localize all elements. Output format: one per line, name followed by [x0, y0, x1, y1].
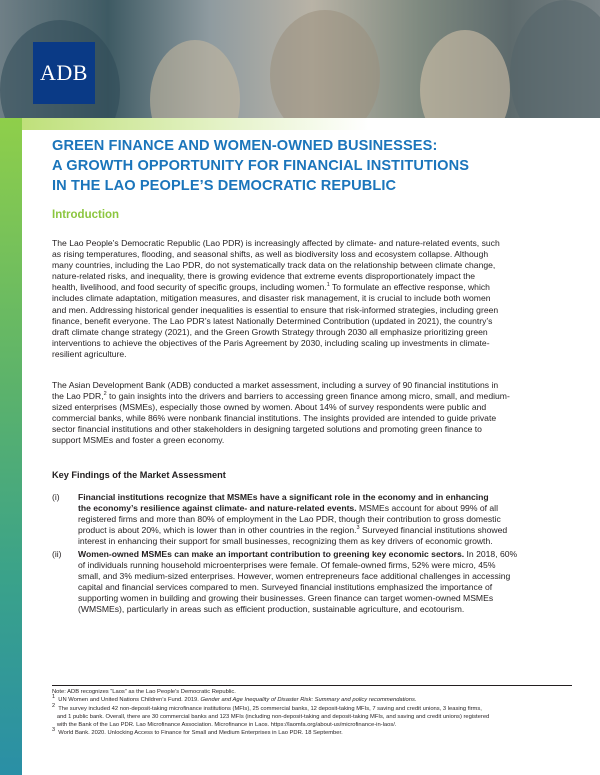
- footnote-number: 3: [52, 727, 56, 734]
- text-line: [52, 391, 572, 402]
- text-line: [78, 503, 572, 514]
- introduction-heading: Introduction: [52, 209, 120, 221]
- text-line: [52, 282, 572, 293]
- introduction-paragraph-2: [52, 380, 572, 447]
- photo-figure: [420, 30, 510, 118]
- text-segment: To formulate an effective response, which: [329, 282, 490, 293]
- finding-bold-text: Women-owned MSMEs can make an important contribution to greening key economic sectors.: [78, 549, 465, 559]
- finding-number: (ii): [52, 549, 62, 559]
- text-line: and men. Addressing historical gender inequalities is essential to ensure that risk-informed strategies, including green: [52, 304, 499, 315]
- text-segment: product is about 20%, which is lower than in other countries in the region.: [78, 525, 357, 536]
- title-line: A GROWTH OPPORTUNITY FOR FINANCIAL INSTITUTIONS: [52, 158, 470, 174]
- footnote-ref[interactable]: 1: [326, 282, 330, 289]
- title-line: IN THE LAO PEOPLE’S DEMOCRATIC REPUBLIC: [52, 178, 397, 194]
- text-line: The Asian Development Bank (ADB) conducted a market assessment, including a survey of 90 financial institutions in: [52, 380, 499, 390]
- text-line: many countries, including the Lao PDR, do not systematically track data on the relationship between climate change,: [52, 260, 496, 271]
- key-findings-heading: Key Findings of the Market Assessment: [52, 470, 226, 480]
- text-line: includes climate adaptation, mitigation measures, and disaster risk management, it is crucial to include both women: [52, 293, 491, 304]
- text-line: draft climate change strategy (2021), and the Green Growth Strategy through 2030 all emphasize prioritizing green: [52, 326, 488, 337]
- text-line: [78, 492, 572, 503]
- green-top-strip: [22, 118, 600, 130]
- text-segment: The survey included 42 non-deposit-taking microfinance institutions (MFIs), 25 commercial banks, 12 deposit-taking MFIs, 7 saving and credit unions, 3 leasing firms,: [58, 705, 482, 712]
- text-line: supporting women in building and growing their businesses. Green finance can target women-owned MSMEs: [78, 593, 494, 604]
- text-line: small, and 3% medium-sized enterprises. However, women entrepreneurs face additional challenges in accessing: [78, 571, 511, 582]
- text-line: resilient agriculture.: [52, 348, 127, 359]
- text-line: nature-related risks, and inequality, there is growing evidence that extreme events disproportionately impact the: [52, 271, 476, 282]
- text-line: commercial banks, while 86% were nonbank financial institutions. The insights provided are intended to guide private: [52, 413, 497, 424]
- finding-body: [78, 549, 572, 616]
- footnote-link-text[interactable]: with the Bank of the Lao PDR. Lao Microfinance Association. Microfinance in Laos. https://laomfa.org/about-us/microfinance-in-laos/.: [56, 722, 397, 729]
- text-segment: to gain insights into the drivers and barriers to accessing green finance among micro, small, and medium-: [106, 391, 510, 402]
- text-segment: MSMEs account for about 99% of all: [356, 503, 498, 514]
- text-segment: Gender and Age Inequality of Disaster Risk: Summary and policy recommendations.: [200, 697, 417, 704]
- footnote-note: Note: ADB recognizes “Laos” as the Lao People’s Democratic Republic.: [52, 689, 236, 695]
- footnote-2-cont: [52, 713, 582, 721]
- text-line: [78, 525, 572, 536]
- text-line: (WMSMEs), particularly in areas such as efficient production, sustainable agriculture, and ecotourism.: [78, 604, 465, 615]
- photo-figure: [270, 10, 380, 118]
- finding-bold-text: the economy’s resilience against climate- and nature-related events.: [78, 503, 357, 514]
- text-line: capital and financial services compared to men. Surveyed financial institutions emphasized the importance of: [78, 582, 493, 593]
- footnote-number: 2: [52, 702, 56, 709]
- text-line: finance, benefit everyone. The Lao PDR’s latest Nationally Determined Contribution (updated in 2021), the country’s: [52, 315, 493, 326]
- document-title: [52, 136, 572, 196]
- footnote-ref[interactable]: 3: [356, 525, 360, 532]
- text-segment: the Lao PDR,: [52, 391, 104, 402]
- footnote-1: [52, 696, 582, 704]
- text-line: support MSMEs and foster a green economy.: [52, 435, 225, 446]
- adb-logo-text: ADB: [40, 60, 88, 85]
- text-segment: In 2018, 60%: [464, 549, 518, 559]
- text-segment: and 1 public bank. Overall, there are 30 commercial banks and 123 MFIs (including non-deposit-taking and deposit-taking MFIs, and saving and credit unions) registered: [56, 713, 490, 720]
- photo-figure: [150, 40, 240, 118]
- text-segment: health, livelihood, and food security of specific groups, including women.: [52, 282, 327, 293]
- text-line: interventions to achieve the objectives of the Paris Agreement by 2030, including scaling up investments in climate-: [52, 337, 490, 348]
- text-line: of individuals running household microenterprises were female. Of female-owned firms, 52% were micro, 45%: [78, 560, 496, 571]
- photo-figure: [510, 0, 600, 118]
- footnote-number: 1: [52, 694, 56, 701]
- green-side-band: [0, 118, 22, 775]
- finding-bold-text: Financial institutions recognize that MSMEs have a significant role in the economy and in enhancing: [78, 492, 489, 502]
- footnote-2: [52, 702, 582, 713]
- finding-body: [78, 492, 572, 547]
- introduction-paragraph-1: [52, 238, 572, 360]
- footnote-divider: [52, 685, 572, 686]
- title-line: GREEN FINANCE AND WOMEN-OWNED BUSINESSES:: [52, 138, 438, 154]
- footnote-ref[interactable]: 2: [103, 391, 107, 398]
- adb-logo: [33, 42, 95, 104]
- footnote-2-cont[interactable]: [52, 721, 582, 729]
- text-line: registered firms and more than 80% of employment in the Lao PDR, though their contribution to gross domestic: [78, 514, 501, 525]
- finding-number: (i): [52, 492, 60, 502]
- footnote-3: [52, 729, 582, 737]
- footnotes: [52, 688, 582, 738]
- text-segment: Surveyed financial institutions showed: [359, 525, 508, 536]
- text-line: The Lao People’s Democratic Republic (Lao PDR) is increasingly affected by climate- and nature-related events, such: [52, 238, 500, 248]
- text-line: sector financial institutions and other stakeholders in designing targeted solutions and promoting green finance to: [52, 424, 482, 435]
- text-line: interest in enhancing their support for small businesses, recognizing them as key drivers of economic growth.: [78, 536, 493, 547]
- text-segment: World Bank. 2020. Unlocking Access to Finance for Small and Medium Enterprises in Lao PDR. 18 September.: [58, 730, 343, 737]
- header-photo: [0, 0, 600, 118]
- text-line: as rising temperatures, flooding, and seasonal shifts, as well as biodiversity loss and ecosystem collapse. Although: [52, 249, 489, 260]
- text-line: [78, 549, 572, 560]
- text-segment: UN Women and United Nations Children’s Fund. 2019.: [58, 697, 201, 704]
- text-line: sized enterprises (MSMEs), especially those owned by women. About 14% of survey respondents were public and: [52, 402, 487, 413]
